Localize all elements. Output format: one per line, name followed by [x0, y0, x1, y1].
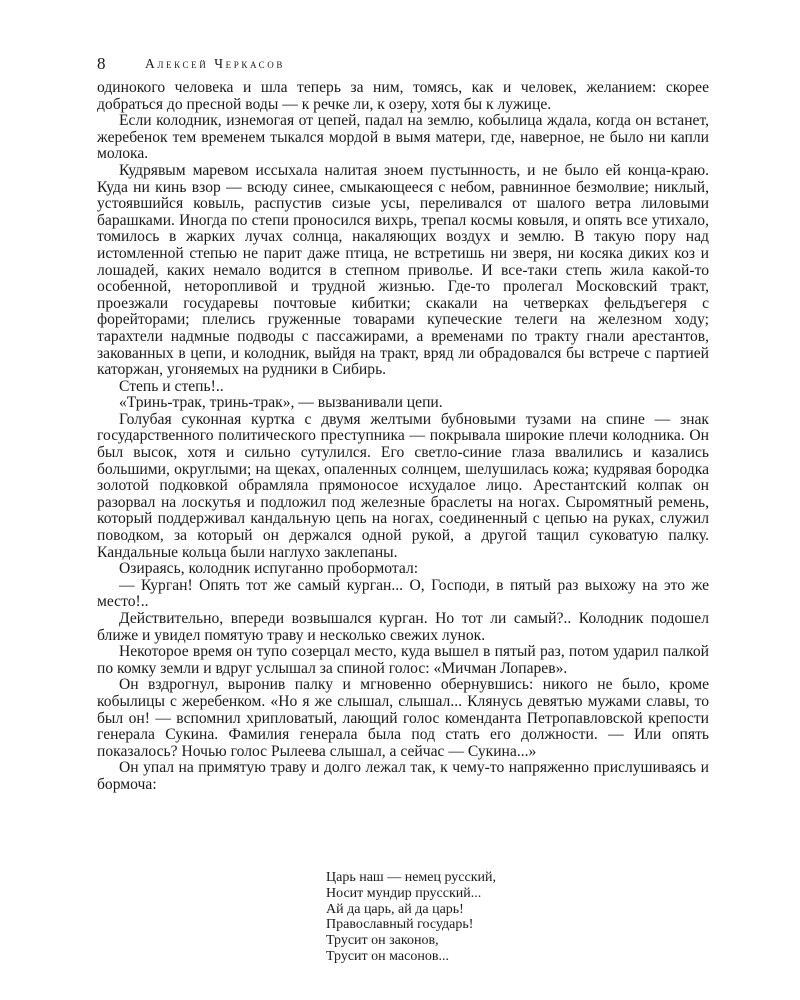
poem-line: Трусит он законов, [326, 933, 439, 949]
paragraph: Озираясь, колодник испуганно пробормотал: [119, 560, 419, 578]
paragraph: — Курган! Опять тот же самый курган... О, Господи, в пятый раз выхожу на это же место!.. [97, 576, 709, 611]
paragraph: Степь и степь!.. [119, 377, 224, 395]
poem-line: Царь наш — немец русский, [326, 870, 496, 885]
body-text [97, 80, 709, 794]
poem-line: Ай да царь, ай да царь! [326, 901, 464, 917]
page-number: 8 [97, 54, 106, 73]
poem [326, 870, 496, 965]
poem-line: Православный государь! [326, 917, 474, 933]
page-header [97, 54, 707, 78]
paragraph: Некоторое время он тупо созерцал место, куда вышел в пятый раз, потом ударил палкой по комку земли и вдруг услышал за спиной голос: «Мичман Лопарев». [97, 643, 709, 677]
poem-line: Трусит он масонов... [326, 948, 449, 964]
paragraph: Кудрявым маревом иссыхала налитая зноем пустынность, и не было ей конца-краю. Куда ни кинь взор — всюду синее, смыкающееся с небом, равнинное безмолвие; никлый, устоявшийся ковыль, распустив сизые усы, переливался от шалого ветра лиловыми барашками. Иногда по степи проносился вихрь, трепал космы ковыля, и опять все утихало, томилось в жарких лучах солнца, накаляющих воздух и землю. В такую пору над истомленной степью не парит даже птица, не встретишь ни зверя, ни косяка диких коз и лошадей, каких немало водится в степном приволье. И все-таки степь жила какой-то особенной, неторопливой и трудной жизнью. Где-то пролегал Московский тракт, проезжали государевы почтовые кибитки; скакали на четверках фельдъегеря с форейторами; плелись груженные товарами купеческие телеги на железном ходу; тарахтели надмные подводы с пассажирами, а временами по тракту гнали арестантов, закованных в цепи, и колодник, выйдя на тракт, вряд ли обрадовался бы встрече с партией каторжан, угоняемых на рудники в Сибирь. [97, 161, 709, 379]
paragraph: Он вздрогнул, выронив палку и мгновенно обернувшись: никого не было, кроме кобылицы с жеребенком. «Но я же слышал, слышал... Клянусь девятью мужами славы, то был он! — вспомнил хрипловатый, лающий голос коменданта Петропавловской крепости генерала Сукина. Фамилия генерала была под стать его должности. — Или опять показалось? Ночью голос Рылеева слышал, а сейчас — Сукина...» [97, 676, 709, 760]
paragraph: одинокого человека и шла теперь за ним, томясь, как и человек, желанием: скорее добраться до пресной воды — к речке ли, к озеру, хотя бы к лужице. [97, 79, 709, 113]
paragraph: Действительно, впереди возвышался курган. Но тот ли самый?.. Колодник подошел ближе и увидел помятую траву и несколько свежих лунок. [97, 610, 709, 644]
paragraph: Если колодник, изнемогая от цепей, падал на землю, кобылица ждала, когда он встанет, жеребенок тем временем тыкался мордой в вымя матери, где, наверное, не было ни капли молока. [97, 112, 709, 163]
running-head: Алексей Черкасов [145, 56, 285, 71]
paragraph: Голубая суконная куртка с двумя желтыми бубновыми тузами на спине — знак государственного политического преступника — покрывала широкие плечи колодника. Он был высок, хотя и сильно сутулился. Его светло-синие глаза ввалились и казались большими, округлыми; на щеках, опаленных солнцем, шелушилась кожа; кудрявая бородка золотой подковкой обрамляла прямоносое исхудалое лицо. Арестантский колпак он разорвал на лоскутья и подложил под железные браслеты на ногах. Сыромятный ремень, который поддерживал кандальную цепь на ногах, соединенный с цепью на руках, служил поводком, за который он держался одной рукой, а другой тащил суковатую палку. Кандальные кольца были наглухо заклепаны. [97, 410, 709, 561]
paragraph: Он упал на примятую траву и долго лежал так, к чему-то напряженно прислушиваясь и бормоча: [97, 759, 709, 793]
paragraph: «Тринь-трак, тринь-трак», — вызванивали цепи. [119, 394, 443, 412]
poem-line: Носит мундир прусский... [326, 885, 482, 901]
